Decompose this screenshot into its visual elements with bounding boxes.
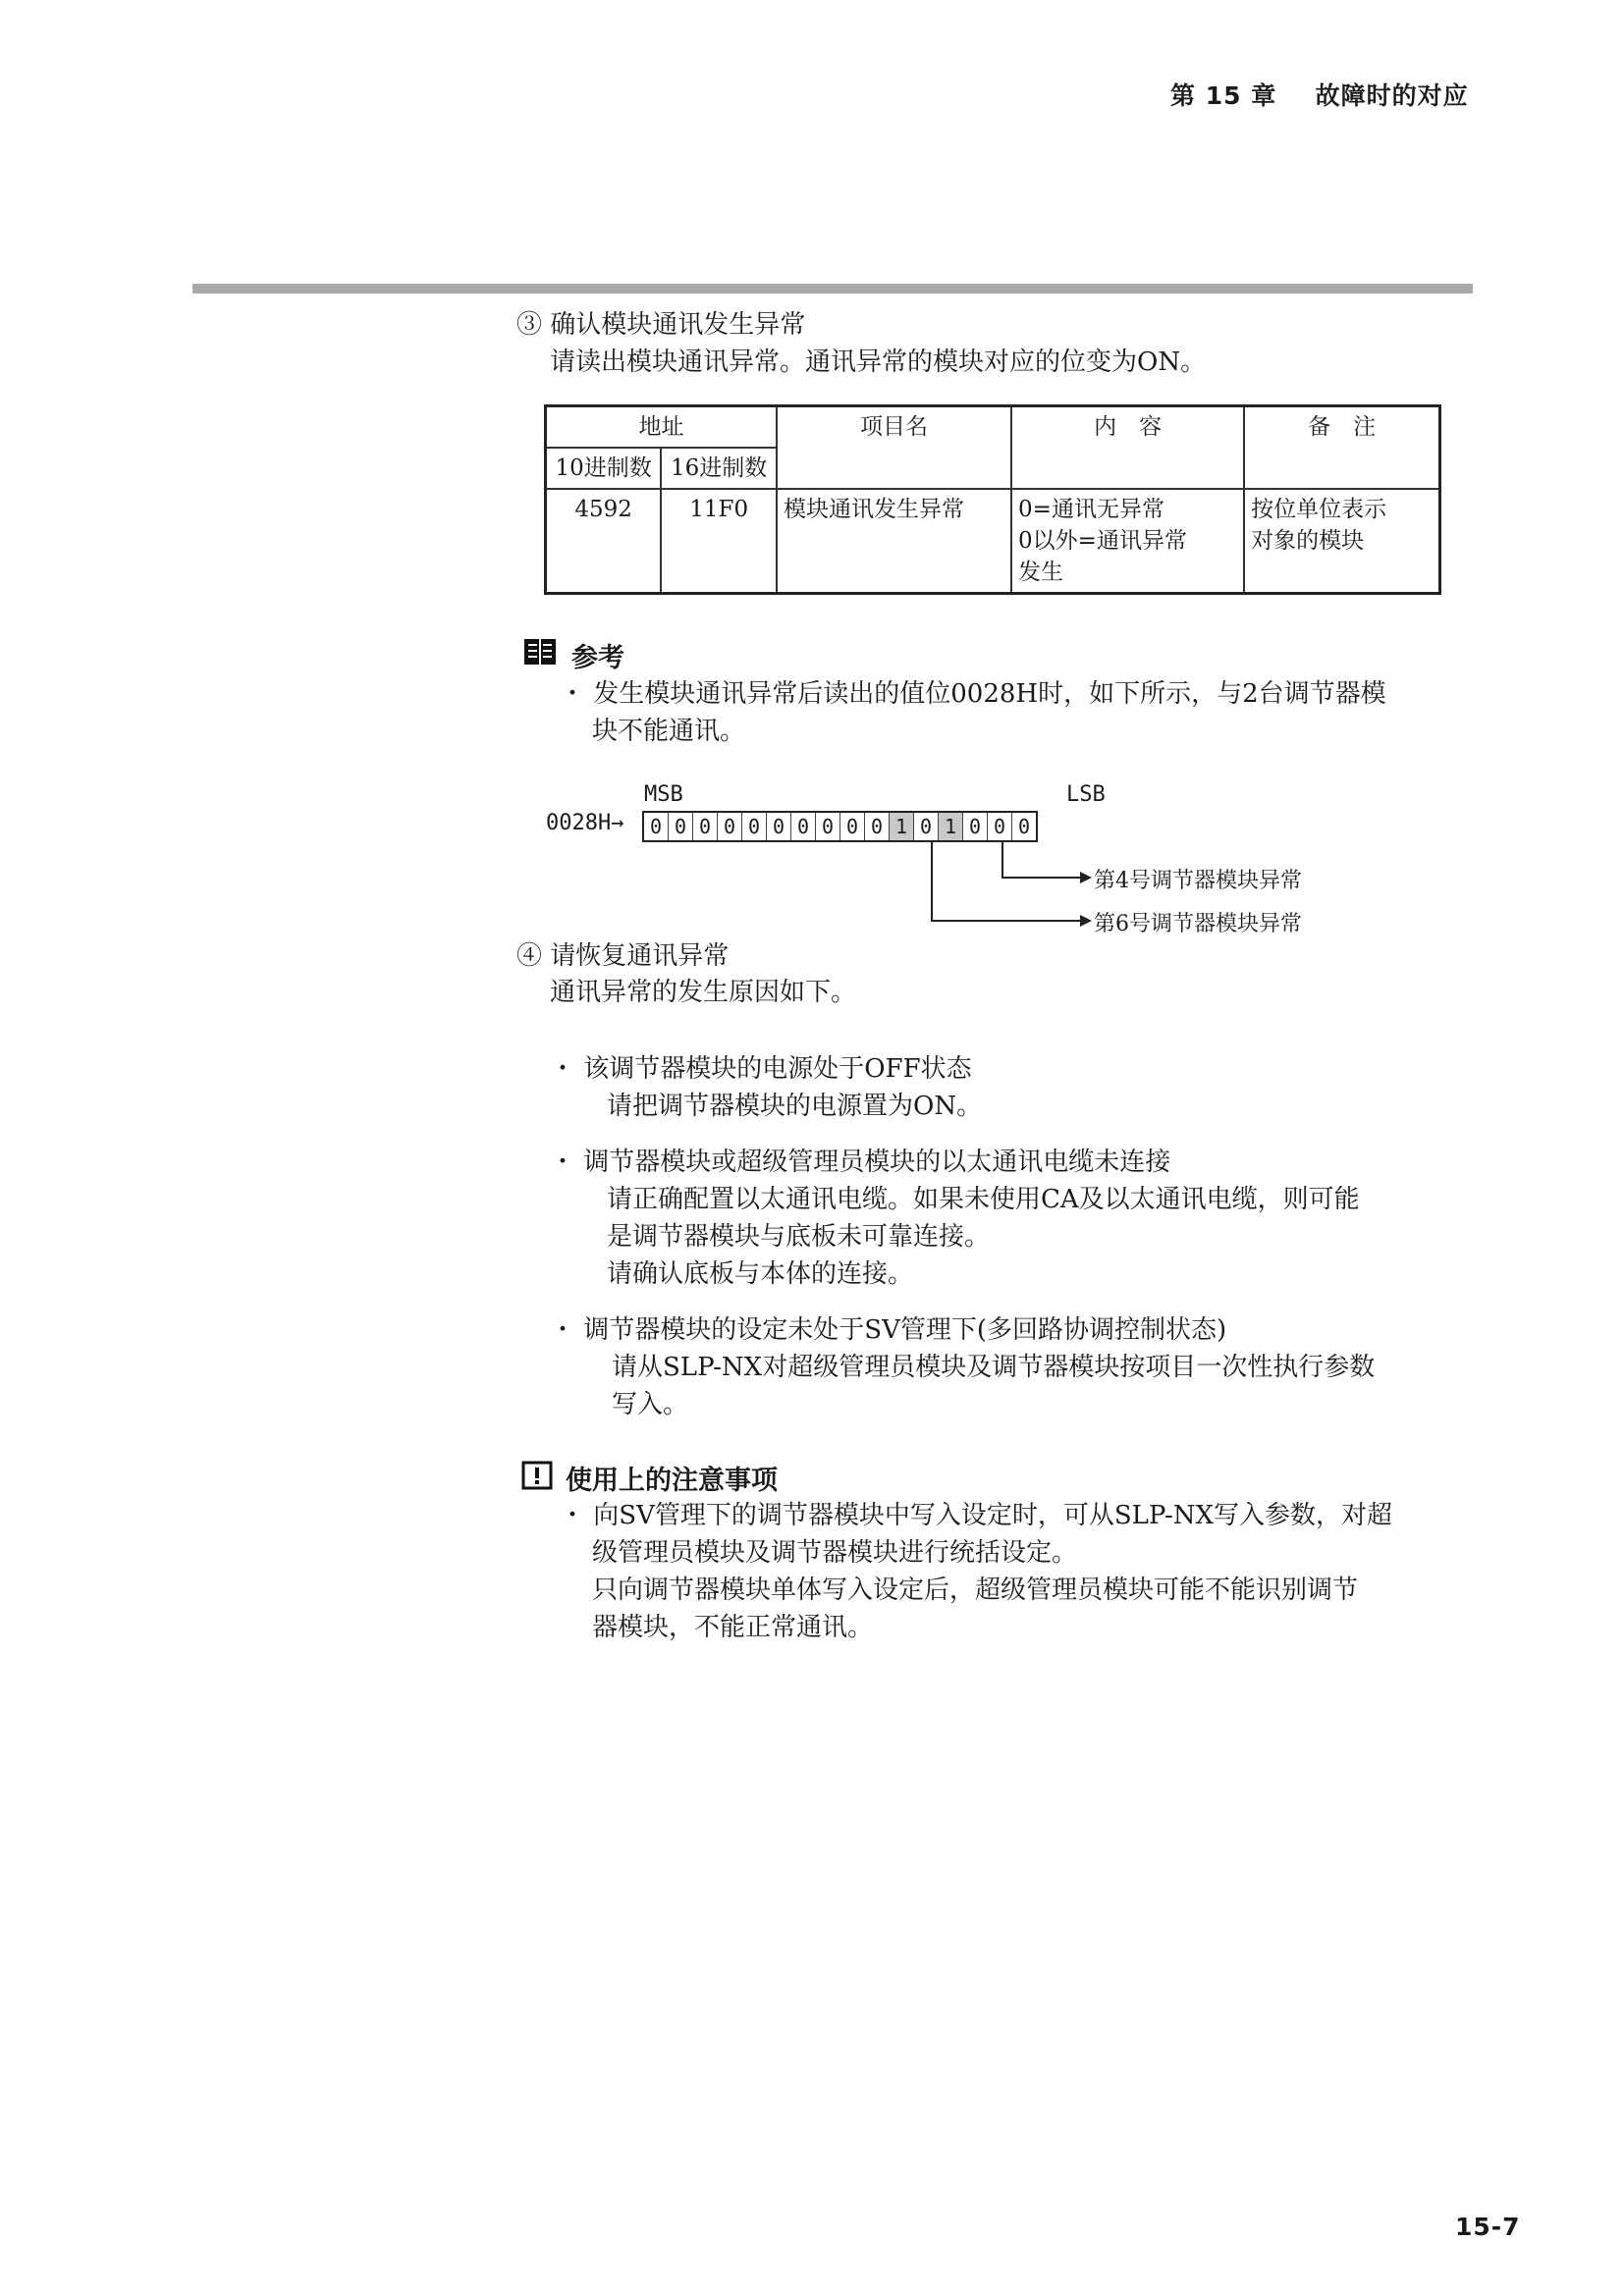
bit-cell: 1 xyxy=(890,813,914,840)
bit-cell: 0 xyxy=(791,813,816,840)
caution-line: 只向调节器模块单体写入设定后，超级管理员模块可能不能识别调节 xyxy=(592,1575,1359,1605)
bit-cell: 0 xyxy=(669,813,693,840)
bit-cell: 0 xyxy=(767,813,791,840)
bit-cell: 0 xyxy=(963,813,988,840)
bit-cell: 0 xyxy=(865,813,890,840)
bit-register xyxy=(642,811,1038,842)
bit-cell: 0 xyxy=(914,813,939,840)
cell-item-name: 模块通讯发生异常 xyxy=(777,489,1011,594)
cause-fix: 写入。 xyxy=(612,1390,689,1419)
arrow-bit3 xyxy=(1002,842,1080,878)
step3-description: 请读出模块通讯异常。通讯异常的模块对应的位变为ON。 xyxy=(550,347,1207,377)
bit3-label: 第4号调节器模块异常 xyxy=(1094,869,1302,893)
table-row xyxy=(546,489,1440,594)
reference-title: 参考 xyxy=(571,643,624,673)
chapter-number: 第 15 章 xyxy=(1170,81,1277,110)
book-icon xyxy=(523,637,557,670)
step4-description: 通讯异常的发生原因如下。 xyxy=(550,978,857,1007)
cause-fix: 请正确配置以太通讯电缆。如果未使用CA及以太通讯电缆，则可能 xyxy=(607,1185,1360,1214)
caution-title: 使用上的注意事项 xyxy=(566,1466,778,1496)
bit-cell: 0 xyxy=(693,813,718,840)
cell-decimal: 4592 xyxy=(546,489,662,594)
content-line: 0以外=通讯异常 xyxy=(1018,528,1187,554)
step3-heading: ③ 确认模块通讯发生异常 xyxy=(516,310,806,340)
caution-line: 器模块，不能正常通讯。 xyxy=(592,1613,874,1642)
arrow-bit5 xyxy=(932,842,1080,921)
header-content: 内 容 xyxy=(1011,406,1244,490)
cause-item: ・ 调节器模块或超级管理员模块的以太通讯电缆未连接 xyxy=(550,1148,1171,1177)
cell-content xyxy=(1011,489,1244,594)
cause-fix: 是调节器模块与底板未可靠连接。 xyxy=(607,1222,991,1252)
header-hex: 16进制数 xyxy=(661,448,777,489)
cause-fix: 请把调节器模块的电源置为ON。 xyxy=(607,1092,983,1121)
lsb-label: LSB xyxy=(1066,782,1106,807)
cell-note xyxy=(1244,489,1439,594)
cause-fix: 请从SLP-NX对超级管理员模块及调节器模块按项目一次性执行参数 xyxy=(612,1353,1376,1382)
page-number: 15-7 xyxy=(1455,2213,1521,2241)
bit-cell: 0 xyxy=(1017,815,1031,838)
section-divider xyxy=(192,284,1473,294)
bit-cell: 0 xyxy=(644,813,669,840)
arrowhead-icon xyxy=(1080,872,1092,883)
register-value-label: 0028H→ xyxy=(546,811,624,835)
step4-heading: ④ 请恢复通讯异常 xyxy=(516,941,730,971)
note-line: 按位单位表示 xyxy=(1251,497,1387,522)
note-line: 对象的模块 xyxy=(1251,528,1365,554)
content-line: 发生 xyxy=(1018,560,1064,585)
caution-line: ・ 向SV管理下的调节器模块中写入设定时，可从SLP-NX写入参数，对超 xyxy=(560,1501,1393,1530)
bit5-label: 第6号调节器模块异常 xyxy=(1094,912,1302,936)
arrowhead-icon xyxy=(1080,915,1092,927)
bit-cell: 0 xyxy=(840,813,865,840)
bit-cell: 0 xyxy=(988,813,1012,840)
caution-line: 级管理员模块及调节器模块进行统括设定。 xyxy=(592,1538,1078,1568)
chapter-title: 故障时的对应 xyxy=(1315,81,1469,110)
cause-item: ・ 调节器模块的设定未处于SV管理下(多回路协调控制状态) xyxy=(550,1315,1227,1345)
header-address: 地址 xyxy=(546,406,778,449)
header-item-name: 项目名 xyxy=(777,406,1011,490)
exclamation-icon xyxy=(521,1461,553,1494)
cause-item: ・ 该调节器模块的电源处于OFF状态 xyxy=(550,1054,972,1084)
chapter-header xyxy=(1170,77,1469,112)
content-line: 0=通讯无异常 xyxy=(1018,497,1164,522)
bit-cell: 1 xyxy=(939,813,963,840)
bit-cell: 0 xyxy=(742,813,767,840)
bit-cell: 0 xyxy=(816,813,840,840)
header-decimal: 10进制数 xyxy=(546,448,662,489)
reference-line: 块不能通讯。 xyxy=(592,717,746,746)
address-table xyxy=(544,404,1441,595)
cell-hex: 11F0 xyxy=(661,489,777,594)
cause-fix: 请确认底板与本体的连接。 xyxy=(607,1259,914,1289)
header-note: 备 注 xyxy=(1244,406,1439,490)
msb-label: MSB xyxy=(644,782,683,807)
bit-arrows xyxy=(923,842,1100,931)
reference-line: ・ 发生模块通讯异常后读出的值位0028H时，如下所示，与2台调节器模 xyxy=(560,679,1386,709)
bit-cell: 0 xyxy=(718,813,742,840)
